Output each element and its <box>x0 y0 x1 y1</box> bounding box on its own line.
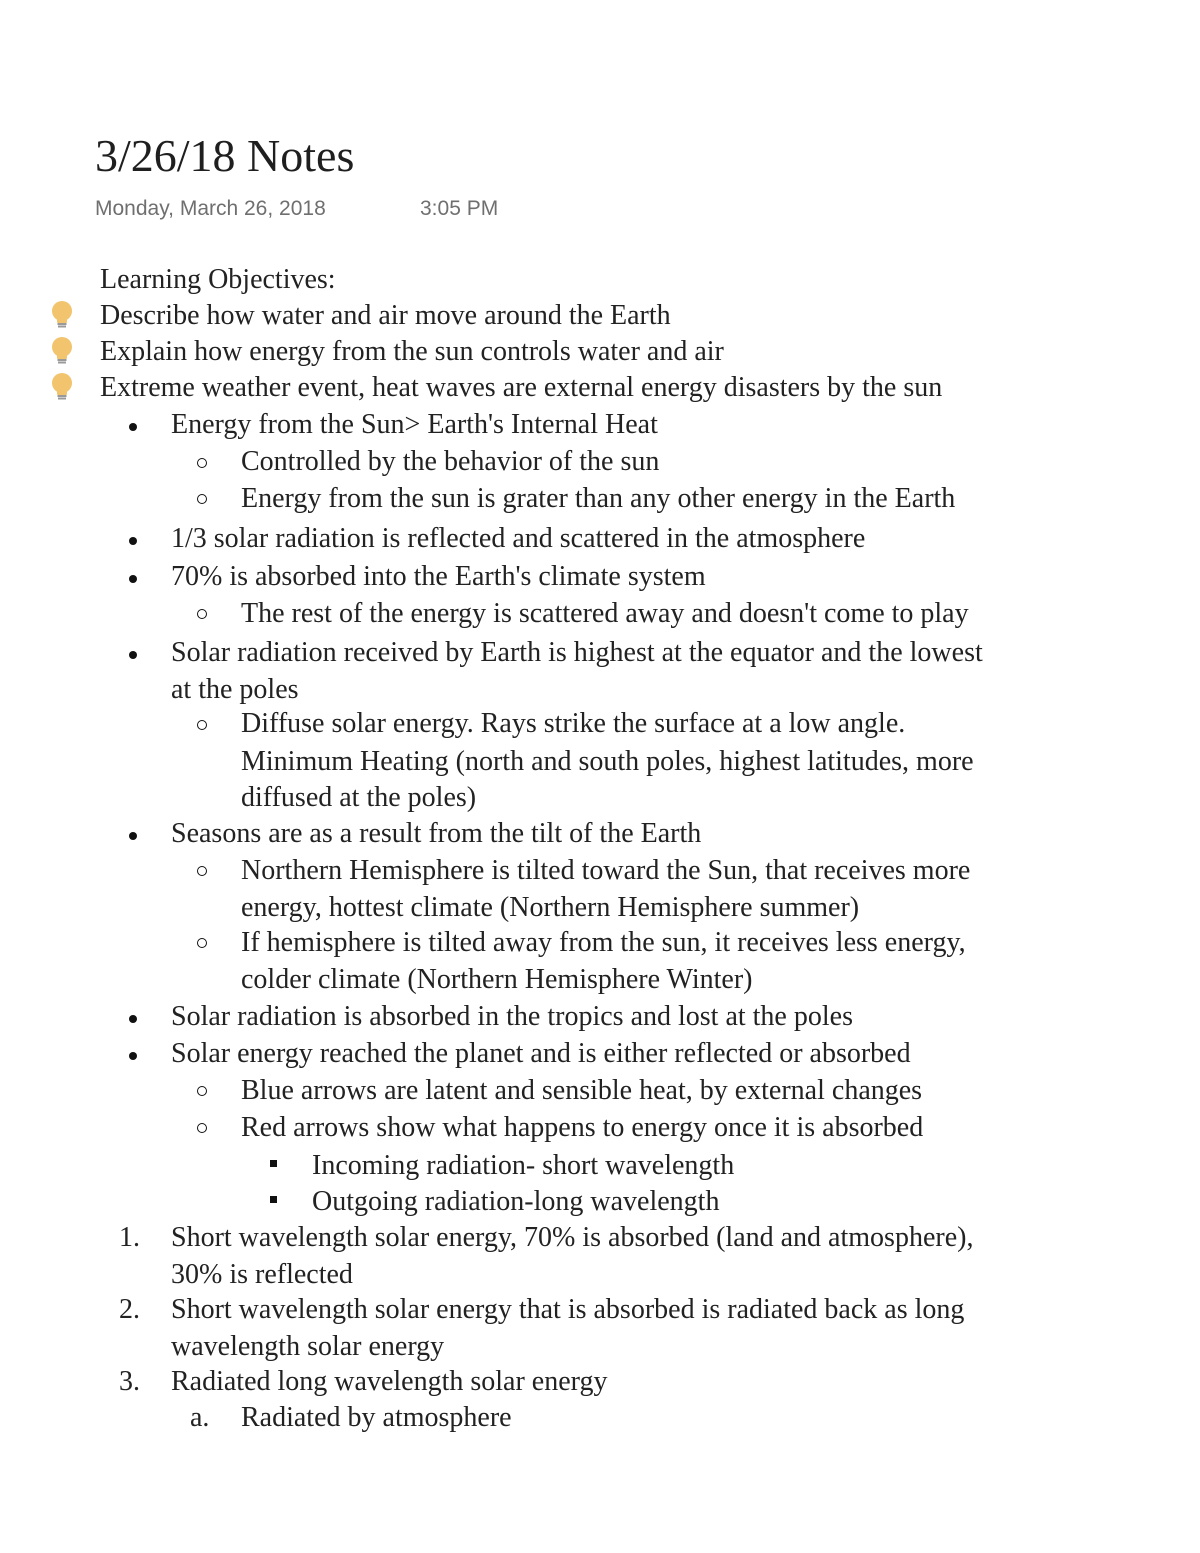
bullet-dot <box>129 575 137 583</box>
list-item: Short wavelength solar energy, 70% is absorbed (land and atmosphere), <box>171 1222 974 1253</box>
list-item: Energy from the sun is grater than any other energy in the Earth <box>241 483 956 514</box>
bullet-dot <box>129 423 137 431</box>
list-item-continuation: colder climate (Northern Hemisphere Winter) <box>241 964 753 995</box>
list-item: If hemisphere is tilted away from the sun, it receives less energy, <box>241 927 966 958</box>
list-number: 2. <box>119 1294 140 1325</box>
objective-item: Extreme weather event, heat waves are external energy disasters by the sun <box>100 372 943 403</box>
list-item: 1/3 solar radiation is reflected and scattered in the atmosphere <box>171 523 866 554</box>
bullet-circle <box>197 720 207 730</box>
list-item: Radiated long wavelength solar energy <box>171 1366 608 1397</box>
list-item: Solar energy reached the planet and is either reflected or absorbed <box>171 1038 911 1069</box>
bullet-dot <box>129 537 137 545</box>
list-item: Incoming radiation- short wavelength <box>312 1150 735 1181</box>
page-title: 3/26/18 Notes <box>95 130 355 181</box>
bullet-circle <box>197 1086 207 1096</box>
objective-item: Describe how water and air move around the Earth <box>100 300 671 331</box>
bullet-square <box>270 1160 277 1167</box>
list-item: Blue arrows are latent and sensible heat, by external changes <box>241 1075 923 1106</box>
bullet-dot <box>129 651 137 659</box>
list-item: Diffuse solar energy. Rays strike the surface at a low angle. <box>241 708 906 739</box>
list-item: Radiated by atmosphere <box>241 1402 512 1433</box>
list-item-continuation: wavelength solar energy <box>171 1331 445 1362</box>
note-date: Monday, March 26, 2018 <box>95 197 326 220</box>
list-item-continuation: diffused at the poles) <box>241 782 477 813</box>
list-letter: a. <box>190 1402 210 1433</box>
objective-item: Explain how energy from the sun controls water and air <box>100 336 724 367</box>
lightbulb-icon <box>48 300 76 330</box>
list-item: Outgoing radiation-long wavelength <box>312 1186 720 1217</box>
list-item: Seasons are as a result from the tilt of the Earth <box>171 818 702 849</box>
bullet-dot <box>129 832 137 840</box>
list-item: Solar radiation is absorbed in the tropics and lost at the poles <box>171 1001 853 1032</box>
list-item-continuation: at the poles <box>171 674 299 705</box>
list-item: Red arrows show what happens to energy once it is absorbed <box>241 1112 924 1143</box>
list-item: Short wavelength solar energy that is absorbed is radiated back as long <box>171 1294 965 1325</box>
bullet-circle <box>197 494 207 504</box>
lightbulb-icon <box>48 372 76 402</box>
bullet-circle <box>197 866 207 876</box>
list-number: 1. <box>119 1222 140 1253</box>
list-item-continuation: 30% is reflected <box>171 1259 353 1290</box>
list-item: Solar radiation received by Earth is highest at the equator and the lowest <box>171 637 983 668</box>
list-item: The rest of the energy is scattered away and doesn't come to play <box>241 598 969 629</box>
list-item-continuation: energy, hottest climate (Northern Hemisphere summer) <box>241 892 860 923</box>
bullet-circle <box>197 938 207 948</box>
list-item: Energy from the Sun> Earth's Internal Heat <box>171 409 658 440</box>
bullet-circle <box>197 609 207 619</box>
list-item: Controlled by the behavior of the sun <box>241 446 660 477</box>
bullet-square <box>270 1196 277 1203</box>
bullet-dot <box>129 1052 137 1060</box>
bullet-dot <box>129 1015 137 1023</box>
list-item: 70% is absorbed into the Earth's climate system <box>171 561 706 592</box>
list-item: Northern Hemisphere is tilted toward the Sun, that receives more <box>241 855 971 886</box>
list-number: 3. <box>119 1366 140 1397</box>
list-item-continuation: Minimum Heating (north and south poles, highest latitudes, more <box>241 746 974 777</box>
note-meta <box>95 197 499 221</box>
lightbulb-icon <box>48 336 76 366</box>
bullet-circle <box>197 458 207 468</box>
note-time: 3:05 PM <box>420 197 499 220</box>
objectives-heading: Learning Objectives: <box>100 264 336 295</box>
bullet-circle <box>197 1123 207 1133</box>
